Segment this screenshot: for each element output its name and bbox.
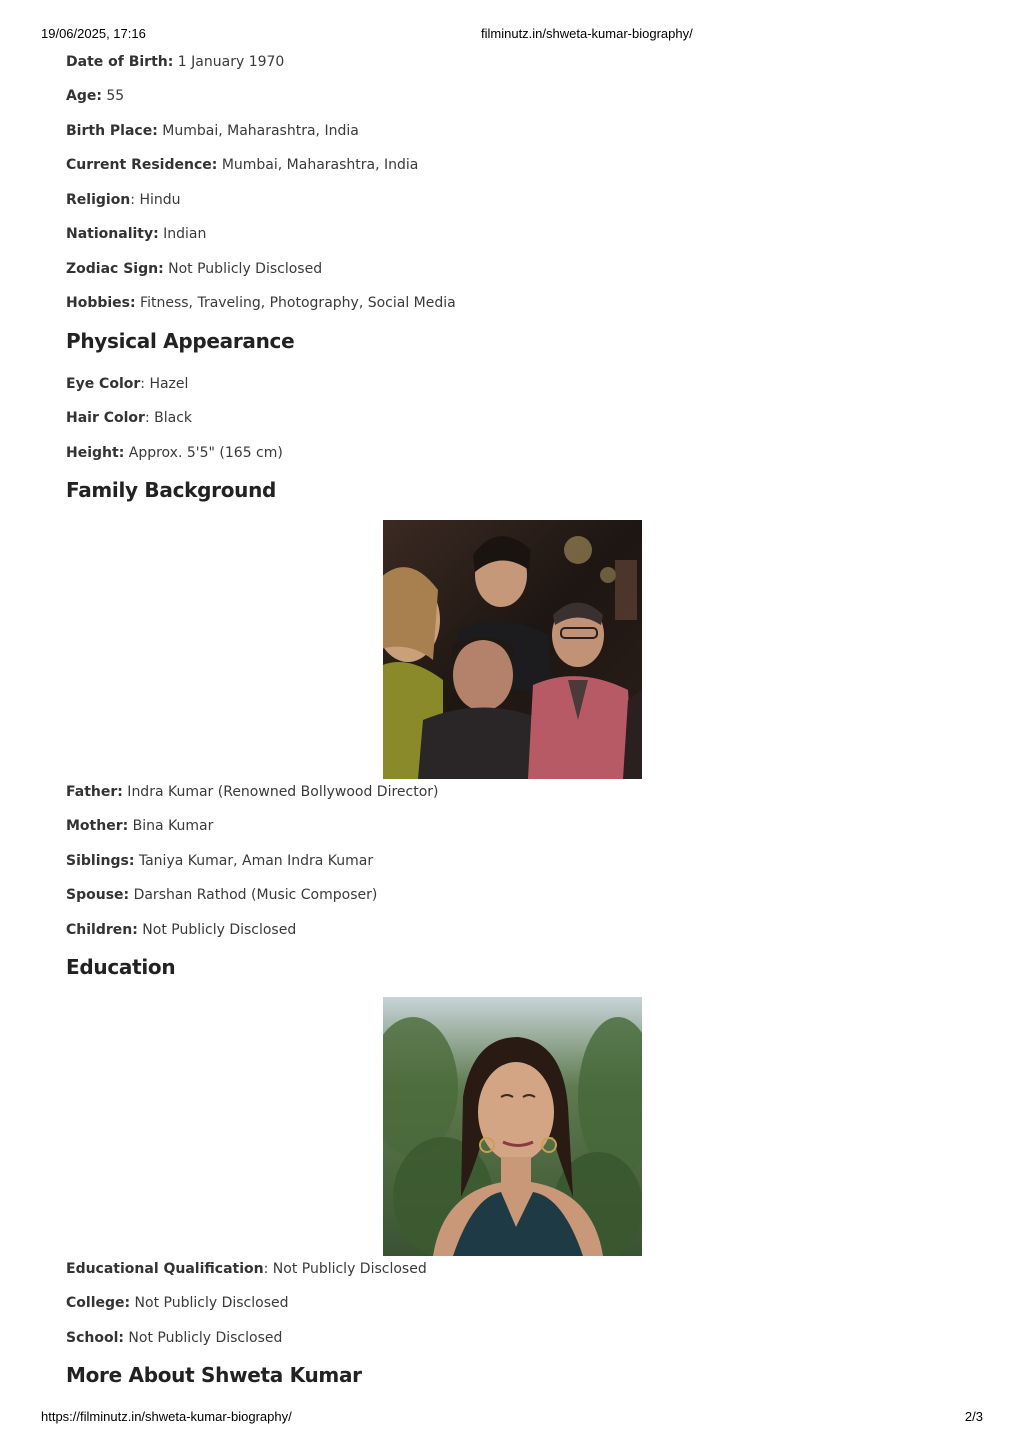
portrait-photo-image [383, 997, 642, 1256]
field-label: Date of Birth: [66, 54, 174, 70]
spouse-row [66, 886, 377, 904]
field-label: Current Residence: [66, 157, 218, 173]
school-row [66, 1329, 282, 1347]
print-footer [0, 1409, 1024, 1427]
field-label: Father: [66, 784, 123, 800]
age-row [66, 87, 124, 105]
field-value: Not Publicly Disclosed [123, 1330, 283, 1346]
field-value: Approx. 5'5" (165 cm) [124, 445, 283, 461]
field-value: Mumbai, Maharashtra, India [157, 123, 359, 139]
family-photo [383, 520, 642, 779]
current-residence-row [66, 156, 418, 174]
college-row [66, 1294, 289, 1312]
print-url: filminutz.in/shweta-kumar-biography/ [481, 26, 693, 41]
mother-row [66, 817, 213, 835]
field-label: Zodiac Sign: [66, 261, 164, 277]
field-value: Bina Kumar [128, 818, 214, 834]
hair-color-row [66, 409, 192, 427]
field-label: Height: [66, 445, 125, 461]
field-value: : Black [144, 410, 193, 426]
footer-url: https://filminutz.in/shweta-kumar-biography/ [41, 1409, 292, 1424]
field-label: Eye Color [66, 376, 141, 392]
print-header [0, 26, 1024, 44]
hobbies-row [66, 294, 456, 312]
family-background-heading: Family Background [66, 478, 277, 502]
field-value: Darshan Rathod (Music Composer) [129, 887, 378, 903]
field-label: Mother: [66, 818, 129, 834]
field-label: Hair Color [66, 410, 145, 426]
religion-row [66, 191, 181, 209]
height-row [66, 444, 283, 462]
field-value: : Hindu [130, 192, 181, 208]
field-label: Siblings: [66, 853, 135, 869]
field-label: Educational Qualification [66, 1261, 264, 1277]
birth-place-row [66, 122, 359, 140]
zodiac-sign-row [66, 260, 322, 278]
family-photo-image [383, 520, 642, 779]
field-value: : Hazel [140, 376, 189, 392]
field-value: Mumbai, Maharashtra, India [217, 157, 419, 173]
print-datetime: 19/06/2025, 17:16 [41, 26, 146, 41]
field-value: Not Publicly Disclosed [163, 261, 323, 277]
portrait-photo [383, 997, 642, 1256]
field-label: Age: [66, 88, 102, 104]
field-label: Religion [66, 192, 131, 208]
field-value: 55 [101, 88, 125, 104]
date-of-birth-row [66, 53, 284, 71]
more-about-heading: More About Shweta Kumar [66, 1363, 362, 1387]
education-heading: Education [66, 955, 176, 979]
nationality-row [66, 225, 206, 243]
field-value: Not Publicly Disclosed [137, 922, 297, 938]
field-value: Fitness, Traveling, Photography, Social Media [135, 295, 456, 311]
field-label: College: [66, 1295, 131, 1311]
physical-appearance-heading: Physical Appearance [66, 329, 295, 353]
siblings-row [66, 852, 373, 870]
field-label: Hobbies: [66, 295, 136, 311]
field-value: Taniya Kumar, Aman Indra Kumar [134, 853, 374, 869]
field-value: : Not Publicly Disclosed [263, 1261, 427, 1277]
field-label: Children: [66, 922, 138, 938]
field-value: 1 January 1970 [173, 54, 285, 70]
page-number: 2/3 [964, 1409, 983, 1424]
educational-qualification-row [66, 1260, 427, 1278]
field-value: Not Publicly Disclosed [130, 1295, 289, 1311]
field-value: Indian [158, 226, 207, 242]
field-label: Nationality: [66, 226, 159, 242]
field-value: Indra Kumar (Renowned Bollywood Director) [122, 784, 439, 800]
field-label: Spouse: [66, 887, 130, 903]
field-label: School: [66, 1330, 124, 1346]
eye-color-row [66, 375, 188, 393]
father-row [66, 783, 439, 801]
children-row [66, 921, 296, 939]
field-label: Birth Place: [66, 123, 158, 139]
